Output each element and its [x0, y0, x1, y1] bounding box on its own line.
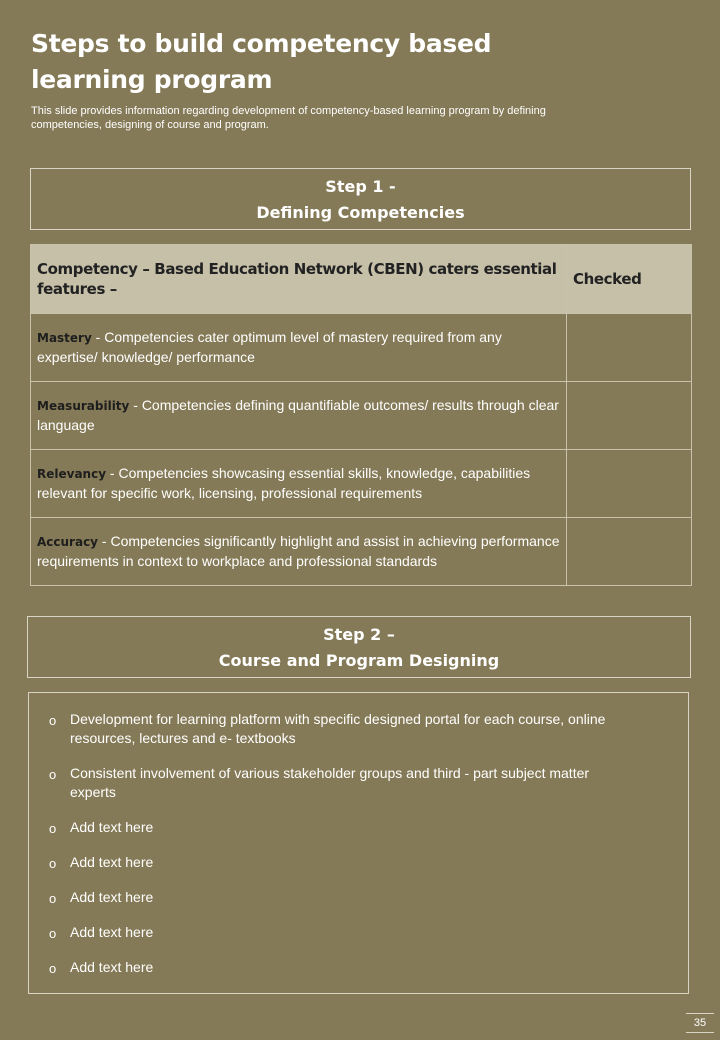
bullet-marker-icon: o — [49, 926, 57, 941]
checked-cell[interactable] — [567, 518, 692, 586]
list-item — [49, 888, 609, 907]
feature-label: Accuracy — [37, 535, 99, 549]
list-item-text: Add text here — [70, 924, 154, 940]
step-1-title: Defining Competencies — [256, 203, 465, 222]
bullet-list — [49, 710, 609, 993]
page-subtitle: This slide provides information regarding development of competency-based learning program by defining competencies, designing of course and program. — [31, 105, 546, 131]
bullet-marker-icon: o — [49, 856, 57, 871]
step-1-header — [30, 168, 691, 230]
bullet-marker-icon: o — [49, 821, 57, 836]
step-2-header — [27, 616, 691, 678]
list-item-text: Add text here — [70, 854, 154, 870]
feature-cell — [31, 382, 567, 450]
list-item — [49, 818, 609, 837]
step-2-number: Step 2 – — [323, 625, 395, 644]
feature-label: Mastery — [37, 331, 92, 345]
list-item-text: Add text here — [70, 819, 154, 835]
feature-cell — [31, 314, 567, 382]
course-design-box — [28, 692, 689, 994]
feature-description: - Competencies cater optimum level of mastery required from any expertise/ knowledge/ performance — [37, 329, 502, 365]
table-row — [31, 382, 692, 450]
competency-table — [30, 244, 692, 586]
feature-label: Measurability — [37, 399, 130, 413]
bullet-marker-icon: o — [49, 713, 57, 728]
feature-description: - Competencies showcasing essential skills, knowledge, capabilities relevant for specific work, licensing, professional requirements — [37, 465, 531, 501]
list-item — [49, 764, 609, 802]
list-item — [49, 710, 609, 748]
table-row — [31, 450, 692, 518]
bullet-marker-icon: o — [49, 767, 57, 782]
page-number: 35 — [686, 1013, 714, 1033]
feature-cell — [31, 518, 567, 586]
table-header-checked: Checked — [567, 245, 692, 314]
list-item — [49, 853, 609, 872]
checked-cell[interactable] — [567, 382, 692, 450]
bullet-marker-icon: o — [49, 891, 57, 906]
feature-cell — [31, 450, 567, 518]
bullet-marker-icon: o — [49, 961, 57, 976]
feature-description: - Competencies significantly highlight and assist in achieving performance requirements in context to workplace and professional standards — [37, 533, 560, 569]
checked-cell[interactable] — [567, 450, 692, 518]
table-header-features: Competency – Based Education Network (CBEN) caters essential features – — [31, 245, 567, 314]
list-item-text: Add text here — [70, 959, 154, 975]
step-1-number: Step 1 - — [325, 177, 396, 196]
list-item — [49, 958, 609, 977]
checked-cell[interactable] — [567, 314, 692, 382]
list-item-text: Development for learning platform with specific designed portal for each course, online resources, lectures and e- textbooks — [70, 711, 606, 746]
list-item — [49, 923, 609, 942]
table-row — [31, 518, 692, 586]
feature-description: - Competencies defining quantifiable outcomes/ results through clear language — [37, 397, 559, 433]
page-title: Steps to build competency based learning program — [31, 29, 492, 94]
list-item-text: Consistent involvement of various stakeholder groups and third - part subject matter experts — [70, 765, 590, 800]
list-item-text: Add text here — [70, 889, 154, 905]
feature-label: Relevancy — [37, 467, 107, 481]
step-2-title: Course and Program Designing — [218, 651, 500, 670]
table-header-row — [31, 245, 692, 314]
table-row — [31, 314, 692, 382]
